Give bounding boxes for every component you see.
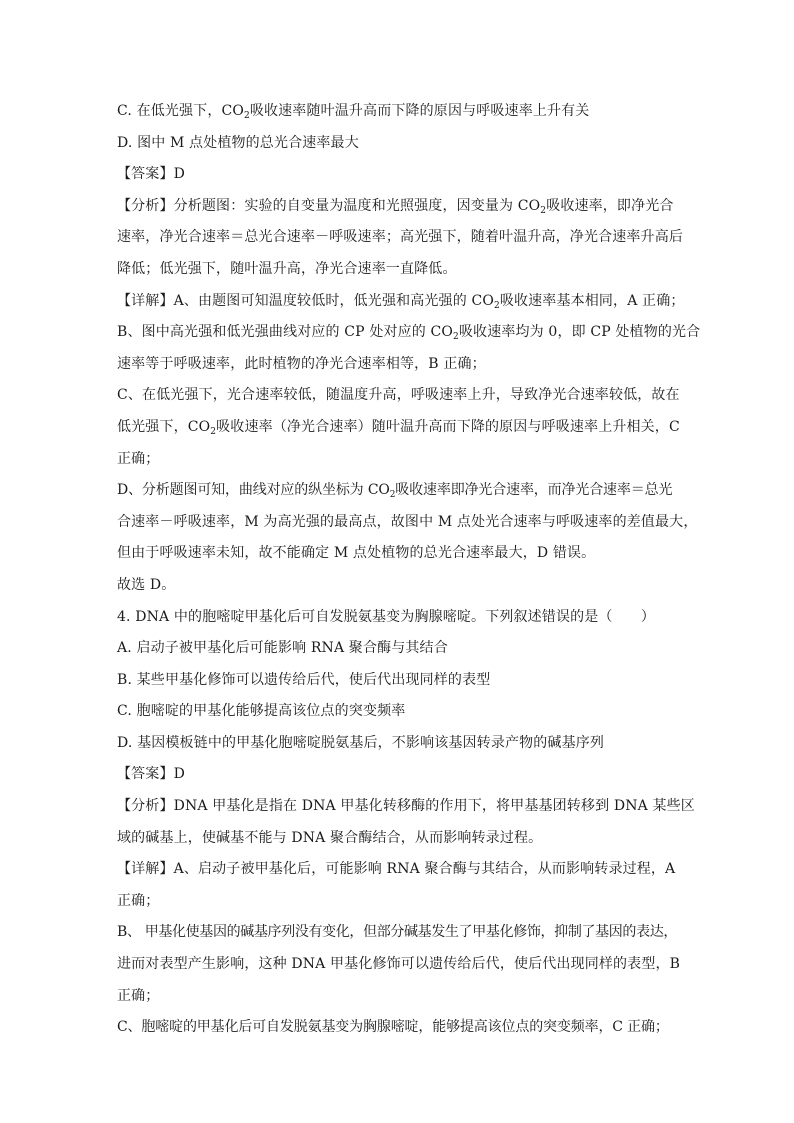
- text-run: 进而对表型产生影响，这种 DNA 甲基化修饰可以遗传给后代，使后代出现同样的表型，B: [117, 956, 681, 973]
- document-page: [117, 101, 701, 1049]
- text-run: 吸收速率基本相同，A 正确；: [499, 292, 685, 309]
- text-line: [117, 322, 701, 343]
- text-run: 降低；低光强下，随叶温升高，净光合速率一直降低。: [117, 260, 457, 277]
- text-run: B、 甲基化使基因的碱基序列没有变化，但部分碱基发生了甲基化修饰，抑制了基因的表达，: [117, 924, 678, 941]
- text-run: 吸收速率随叶温升高而下降的原因与呼吸速率上升有关: [249, 103, 590, 119]
- text-line: [117, 164, 683, 184]
- text-run: 吸收速率，即净光合: [546, 197, 674, 214]
- text-run: 吸收速率均为 0，即 CP 处植物的光合: [458, 324, 701, 341]
- text-run: C、胞嘧啶的甲基化后可自发脱氨基变为胸腺嘧啶，能够提高该位点的突变频率，C 正确；: [117, 1019, 669, 1036]
- subscript: 2: [243, 111, 250, 121]
- text-line: [117, 417, 683, 437]
- text-run: 正确；: [117, 987, 160, 1004]
- text-run: 低光强下，CO: [117, 418, 211, 435]
- text-line: [117, 670, 683, 690]
- text-run: C、在低光强下，光合速率较低，随温度升高，呼吸速率上升，导致净光合速率较低，故在: [117, 387, 680, 404]
- text-line: [117, 986, 683, 1006]
- text-line: [117, 354, 683, 374]
- subscript: 2: [210, 426, 217, 437]
- text-run: 【详解】A、由题图可知温度较低时，低光强和高光强的 CO: [117, 292, 494, 309]
- text-line: [117, 733, 683, 753]
- text-line: [117, 133, 683, 153]
- text-line: [117, 101, 683, 121]
- text-run: B. 某些甲基化修饰可以遗传给后代，使后代出现同样的表型: [117, 671, 491, 688]
- text-run: 正确；: [117, 892, 160, 909]
- text-run: 吸收速率即净光合速率，而净光合速率＝总光: [395, 482, 673, 499]
- text-line: [117, 480, 683, 500]
- text-line: [117, 196, 683, 216]
- text-line: [117, 449, 683, 469]
- subscript: 2: [493, 300, 500, 311]
- text-line: [117, 575, 683, 595]
- text-run: 域的碱基上，使碱基不能与 DNA 聚合酶结合，从而影响转录过程。: [117, 829, 543, 846]
- subscript: 2: [453, 332, 459, 343]
- text-run: 合速率－呼吸速率，M 为高光强的最高点，故图中 M 点处光合速率与呼吸速率的差值最大，: [117, 513, 698, 530]
- text-line: [117, 259, 683, 279]
- text-run: 故选 D。: [117, 576, 176, 593]
- text-run: 速率等于呼吸速率，此时植物的净光合速率相等，B 正确；: [117, 355, 486, 372]
- text-line: [117, 828, 683, 848]
- text-run: 【分析】DNA 甲基化是指在 DNA 甲基化转移酶的作用下，将甲基基团转移到 DNA 某些区: [117, 798, 695, 815]
- text-line: [117, 227, 683, 247]
- text-line: [117, 291, 683, 311]
- text-line: [117, 796, 695, 816]
- text-line: [117, 859, 683, 879]
- text-line: [117, 954, 683, 974]
- text-line: [117, 891, 683, 911]
- text-line: [117, 607, 683, 627]
- subscript: 2: [540, 205, 547, 216]
- text-run: D. 图中 M 点处植物的总光合速率最大: [117, 134, 359, 151]
- text-run: 【答案】D: [117, 766, 185, 783]
- text-run: A. 启动子被甲基化后可能影响 RNA 聚合酶与其结合: [117, 640, 448, 657]
- text-run: B、图中高光强和低光强曲线对应的 CP 处对应的 CO: [117, 324, 454, 341]
- text-run: C. 胞嘧啶的甲基化能够提高该位点的突变频率: [117, 703, 406, 720]
- text-run: D、分析题图可知，曲线对应的纵坐标为 CO: [117, 482, 390, 499]
- text-run: 【详解】A、启动子被甲基化后，可能影响 RNA 聚合酶与其结合，从而影响转录过程，A: [117, 861, 676, 878]
- text-line: [117, 638, 683, 658]
- text-run: 吸收速率（净光合速率）随叶温升高而下降的原因与呼吸速率上升相关，C: [216, 418, 680, 435]
- subscript: 2: [389, 490, 396, 501]
- text-line: [117, 512, 698, 532]
- text-run: C. 在低光强下，CO: [117, 103, 244, 119]
- text-line: [117, 1017, 683, 1037]
- text-line: [117, 764, 683, 784]
- text-line: [117, 701, 683, 721]
- text-line: [117, 543, 683, 563]
- text-line: [117, 385, 683, 405]
- text-run: D. 基因模板链中的甲基化胞嘧啶脱氨基后，不影响该基因转录产物的碱基序列: [117, 734, 605, 751]
- text-run: 速率，净光合速率＝总光合速率－呼吸速率；高光强下，随着叶温升高，净光合速率升高后: [117, 229, 683, 246]
- text-run: 4. DNA 中的胞嘧啶甲基化后可自发脱氨基变为胸腺嘧啶。下列叙述错误的是（ ）: [117, 608, 655, 625]
- text-run: 【分析】分析题图：实验的自变量为温度和光照强度，因变量为 CO: [117, 197, 541, 214]
- text-run: 但由于呼吸速率未知，故不能确定 M 点处植物的总光合速率最大，D 错误。: [117, 545, 596, 562]
- text-line: [117, 922, 683, 942]
- text-run: 【答案】D: [117, 166, 185, 183]
- text-run: 正确；: [117, 450, 160, 467]
